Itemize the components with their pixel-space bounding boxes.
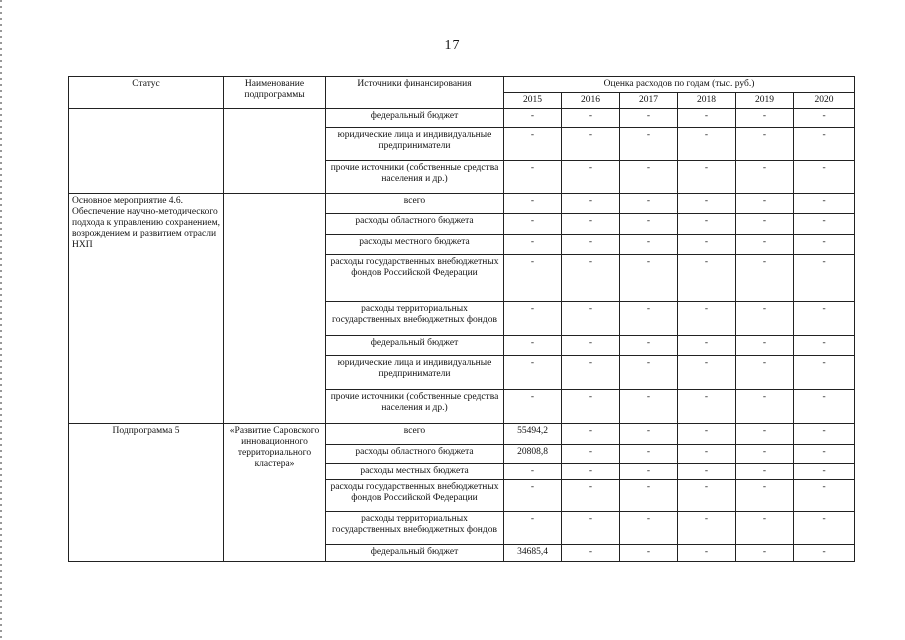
value-cell: - (504, 464, 562, 480)
value-cell: - (736, 161, 794, 194)
value-cell: - (736, 480, 794, 512)
value-cell: - (736, 235, 794, 255)
value-cell: - (794, 128, 855, 161)
value-cell: - (504, 128, 562, 161)
value-cell: - (620, 128, 678, 161)
value-cell: - (504, 512, 562, 545)
value-cell: - (736, 302, 794, 336)
value-cell: - (620, 194, 678, 214)
value-cell: - (562, 545, 620, 562)
value-cell: - (736, 255, 794, 302)
value-cell: - (736, 109, 794, 128)
value-cell: - (562, 480, 620, 512)
value-cell: - (562, 214, 620, 235)
page-edge-marks (0, 0, 2, 640)
value-cell: - (504, 255, 562, 302)
value-cell: - (736, 424, 794, 445)
value-cell: - (562, 512, 620, 545)
value-cell: - (794, 480, 855, 512)
funding-source-cell: федеральный бюджет (326, 545, 504, 562)
subprogram-name-cell (224, 194, 326, 424)
value-cell: - (678, 356, 736, 390)
value-cell: - (620, 302, 678, 336)
header-year: 2019 (736, 93, 794, 109)
value-cell: - (794, 255, 855, 302)
header-estimate: Оценка расходов по годам (тыс. руб.) (504, 77, 855, 93)
value-cell: - (504, 194, 562, 214)
value-cell: - (678, 235, 736, 255)
funding-source-cell: прочие источники (собственные средства населения и др.) (326, 390, 504, 424)
value-cell: - (736, 356, 794, 390)
value-cell: - (562, 109, 620, 128)
value-cell: - (562, 194, 620, 214)
table-body (69, 109, 855, 562)
header-year: 2018 (678, 93, 736, 109)
value-cell: - (562, 424, 620, 445)
header-year: 2015 (504, 93, 562, 109)
value-cell: - (678, 194, 736, 214)
value-cell: - (736, 128, 794, 161)
value-cell: - (678, 445, 736, 464)
value-cell: - (678, 128, 736, 161)
value-cell: - (620, 390, 678, 424)
value-cell: - (794, 336, 855, 356)
value-cell: - (504, 214, 562, 235)
value-cell: - (794, 161, 855, 194)
table-row (69, 424, 855, 445)
value-cell: - (620, 464, 678, 480)
funding-source-cell: федеральный бюджет (326, 109, 504, 128)
header-status: Статус (69, 77, 224, 109)
value-cell: - (504, 302, 562, 336)
value-cell: - (562, 302, 620, 336)
funding-source-cell: расходы областного бюджета (326, 214, 504, 235)
value-cell: - (562, 128, 620, 161)
value-cell: - (794, 545, 855, 562)
value-cell: - (794, 302, 855, 336)
value-cell: - (794, 356, 855, 390)
funding-source-cell: расходы областного бюджета (326, 445, 504, 464)
value-cell: - (504, 336, 562, 356)
value-cell: - (562, 356, 620, 390)
value-cell: - (678, 214, 736, 235)
value-cell: - (504, 109, 562, 128)
value-cell: - (504, 480, 562, 512)
value-cell: - (562, 390, 620, 424)
value-cell: - (504, 390, 562, 424)
value-cell: - (678, 390, 736, 424)
table-row (69, 194, 855, 214)
page-number: 17 (444, 38, 461, 53)
value-cell: - (794, 235, 855, 255)
value-cell: - (678, 512, 736, 545)
value-cell: - (562, 336, 620, 356)
funding-source-cell: расходы государственных внебюджетных фондов Российской Федерации (326, 255, 504, 302)
value-cell: - (736, 214, 794, 235)
value-cell: - (794, 214, 855, 235)
budget-table (68, 76, 855, 562)
header-row (69, 77, 855, 93)
status-cell (69, 109, 224, 194)
value-cell: - (562, 255, 620, 302)
funding-source-cell: расходы территориальных государственных внебюджетных фондов (326, 512, 504, 545)
value-cell: - (504, 235, 562, 255)
value-cell: - (620, 109, 678, 128)
value-cell: - (678, 255, 736, 302)
funding-source-cell: юридические лица и индивидуальные предприниматели (326, 128, 504, 161)
value-cell: - (620, 445, 678, 464)
header-year: 2016 (562, 93, 620, 109)
value-cell: - (736, 464, 794, 480)
value-cell: - (794, 512, 855, 545)
value-cell: - (794, 445, 855, 464)
value-cell: - (562, 464, 620, 480)
value-cell: - (678, 109, 736, 128)
value-cell: - (794, 424, 855, 445)
value-cell: - (504, 356, 562, 390)
value-cell: - (794, 109, 855, 128)
value-cell: - (620, 336, 678, 356)
table-row (69, 109, 855, 128)
subprogram-name-cell: «Развитие Саровского инновационного территориального кластера» (224, 424, 326, 562)
funding-source-cell: расходы территориальных государственных внебюджетных фондов (326, 302, 504, 336)
funding-source-cell: юридические лица и индивидуальные предприниматели (326, 356, 504, 390)
value-cell: - (620, 424, 678, 445)
value-cell: - (678, 464, 736, 480)
value-cell: - (562, 445, 620, 464)
funding-source-cell: расходы местных бюджета (326, 464, 504, 480)
funding-source-cell: всего (326, 194, 504, 214)
value-cell: - (620, 161, 678, 194)
value-cell: - (504, 161, 562, 194)
funding-source-cell: расходы государственных внебюджетных фондов Российской Федерации (326, 480, 504, 512)
value-cell: - (562, 235, 620, 255)
value-cell: - (620, 214, 678, 235)
value-cell: - (620, 356, 678, 390)
header-year: 2020 (794, 93, 855, 109)
value-cell: - (736, 445, 794, 464)
status-cell: Подпрограмма 5 (69, 424, 224, 562)
value-cell: - (794, 390, 855, 424)
value-cell: - (736, 512, 794, 545)
value-cell: - (620, 255, 678, 302)
value-cell: - (736, 390, 794, 424)
value-cell: 34685,4 (504, 545, 562, 562)
value-cell: - (678, 302, 736, 336)
funding-source-cell: всего (326, 424, 504, 445)
subprogram-name-cell (224, 109, 326, 194)
value-cell: - (678, 161, 736, 194)
value-cell: - (678, 545, 736, 562)
value-cell: - (678, 424, 736, 445)
value-cell: - (620, 512, 678, 545)
header-sources: Источники финансирования (326, 77, 504, 109)
value-cell: - (794, 194, 855, 214)
value-cell: - (736, 545, 794, 562)
funding-source-cell: федеральный бюджет (326, 336, 504, 356)
value-cell: - (620, 545, 678, 562)
value-cell: - (794, 464, 855, 480)
value-cell: - (736, 336, 794, 356)
funding-source-cell: расходы местного бюджета (326, 235, 504, 255)
header-subprogram: Наименование подпрограммы (224, 77, 326, 109)
value-cell: - (736, 194, 794, 214)
status-cell: Основное мероприятие 4.6. Обеспечение научно-методического подхода к управлению сохранением, возрождением и развитием отрасли НХП (69, 194, 224, 424)
value-cell: - (562, 161, 620, 194)
value-cell: - (678, 480, 736, 512)
value-cell: 55494,2 (504, 424, 562, 445)
value-cell: 20808,8 (504, 445, 562, 464)
funding-source-cell: прочие источники (собственные средства населения и др.) (326, 161, 504, 194)
header-year: 2017 (620, 93, 678, 109)
value-cell: - (620, 480, 678, 512)
value-cell: - (678, 336, 736, 356)
value-cell: - (620, 235, 678, 255)
